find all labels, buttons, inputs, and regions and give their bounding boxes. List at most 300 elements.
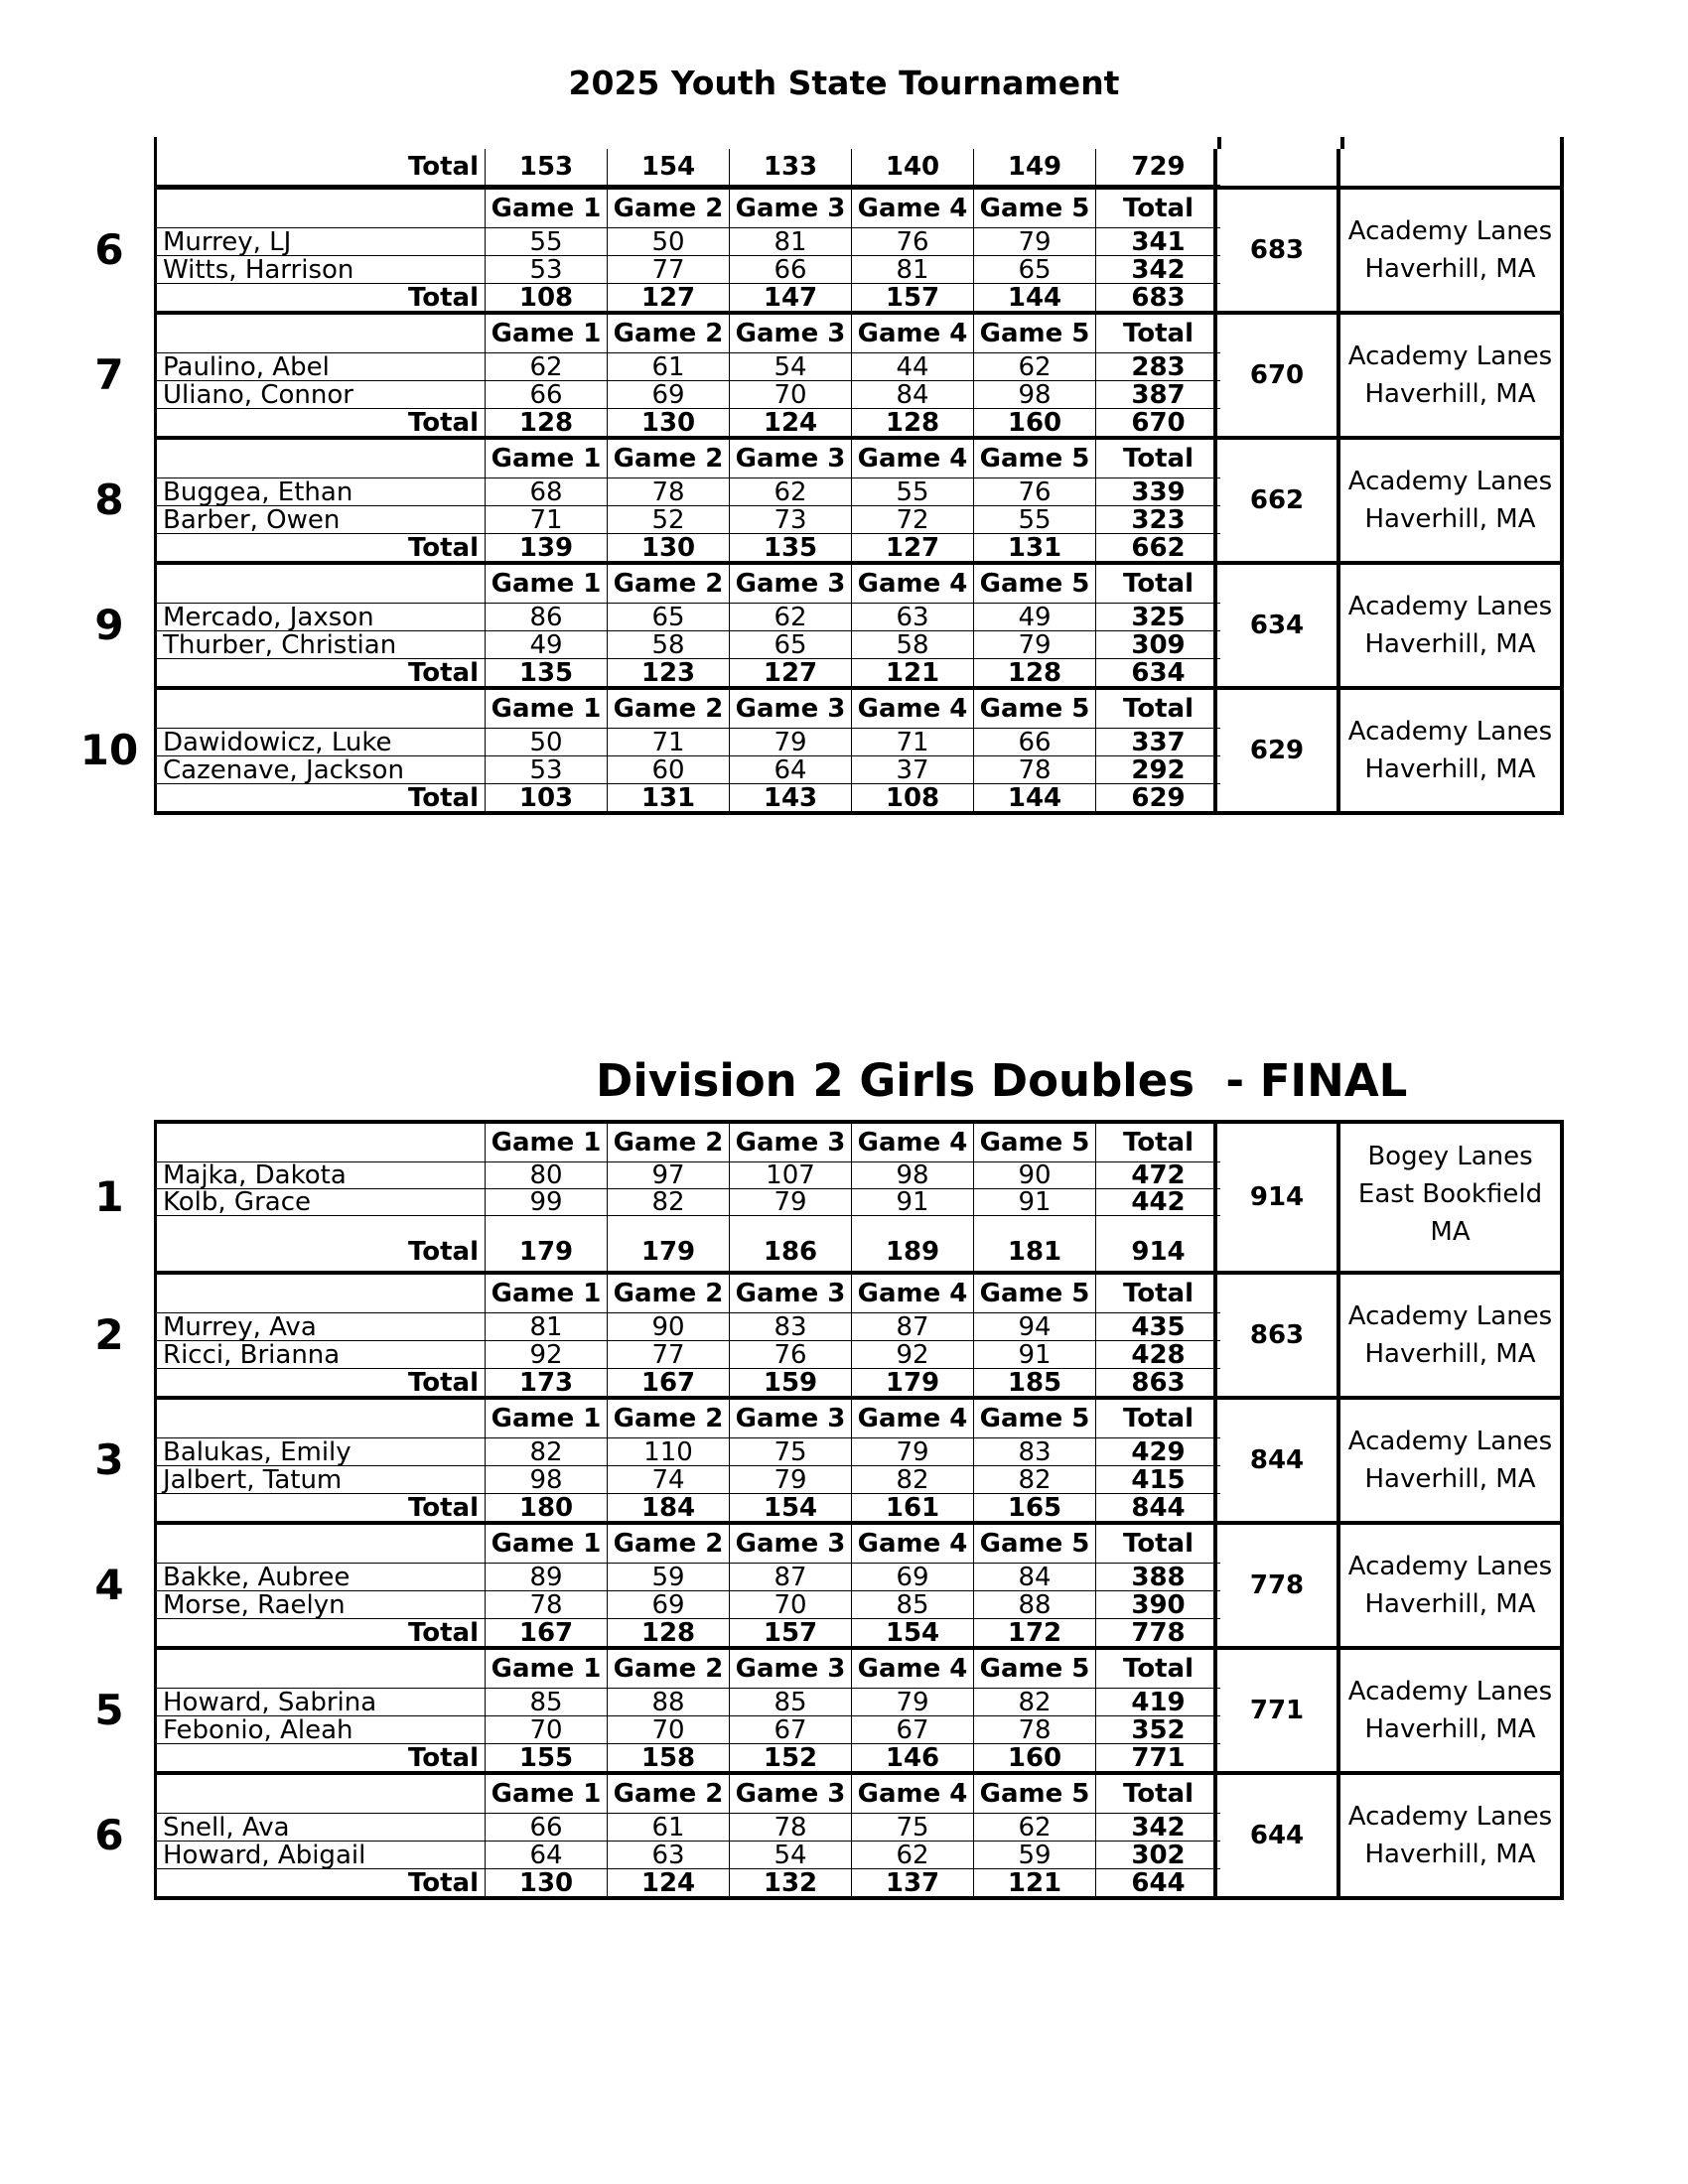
header-total: Total: [1096, 190, 1220, 228]
team-game-total: 131: [974, 534, 1096, 561]
player-game-score: 70: [608, 1716, 730, 1744]
team-grand-total: 644: [1131, 1869, 1186, 1896]
location-line: Haverhill, MA: [1364, 254, 1536, 284]
team-block: [94, 190, 1564, 315]
player-name: Paulino, Abel: [157, 353, 486, 381]
team-game-total: 160: [974, 409, 1096, 436]
player-game-score: 74: [608, 1466, 730, 1494]
player-series-total: 352: [1096, 1716, 1220, 1744]
player-game-score: 79: [852, 1438, 974, 1466]
location-cell: [1340, 149, 1564, 186]
location-line: Haverhill, MA: [1364, 1589, 1536, 1619]
header-game-5: Game 5: [974, 1275, 1096, 1313]
team-game-total: 139: [486, 534, 608, 561]
header-game-2: Game 2: [608, 690, 730, 729]
header-game-1: Game 1: [486, 1775, 608, 1814]
team-game-total: 135: [730, 534, 852, 561]
location-line: Academy Lanes: [1347, 341, 1553, 371]
player-game-score: 49: [974, 604, 1096, 631]
bowling-center-location: [1340, 1650, 1564, 1771]
player-game-score: 85: [730, 1689, 852, 1716]
team-game-total: 152: [730, 1744, 852, 1771]
total-label: Total: [157, 149, 486, 186]
player-game-score: 69: [852, 1564, 974, 1591]
team-score: 629: [1217, 690, 1340, 811]
total-label: Total: [157, 1619, 486, 1646]
total-label: Total: [157, 1744, 486, 1771]
player-name: Febonio, Aleah: [157, 1716, 486, 1744]
player-game-score: 66: [486, 1814, 608, 1842]
team-game-total: 144: [974, 784, 1096, 811]
header-game-1: Game 1: [486, 690, 608, 729]
player-game-score: 55: [486, 228, 608, 256]
team-game-total: 167: [608, 1369, 730, 1396]
player-game-score: 88: [974, 1591, 1096, 1619]
team-rank: 5: [94, 1686, 124, 1734]
player-series-total: 390: [1096, 1591, 1220, 1619]
player-game-score: 77: [608, 256, 730, 284]
player-series-total: 341: [1096, 228, 1220, 256]
player-game-score: 83: [974, 1438, 1096, 1466]
team-game-total: 124: [608, 1869, 730, 1896]
team-block: [94, 1650, 1564, 1775]
header-total: Total: [1096, 1275, 1220, 1313]
player-series-total: 309: [1096, 631, 1220, 659]
player-series-total: 387: [1096, 381, 1220, 409]
location-line: Academy Lanes: [1347, 1552, 1553, 1581]
team-grand-total: 662: [1131, 534, 1186, 561]
player-game-score: 84: [974, 1564, 1096, 1591]
team-block: [79, 690, 1564, 815]
player-game-score: 75: [852, 1814, 974, 1842]
partial-total-game2: 154: [608, 149, 730, 186]
header-blank-cell: [157, 1124, 486, 1162]
partial-total-block: [154, 149, 1564, 190]
header-game-4: Game 4: [852, 1275, 974, 1313]
team-game-total: 167: [486, 1619, 608, 1646]
header-total: Total: [1096, 1775, 1220, 1814]
team-game-total: 127: [730, 659, 852, 686]
player-game-score: 55: [852, 478, 974, 506]
header-game-4: Game 4: [852, 690, 974, 729]
partial-total-game5: 149: [974, 149, 1096, 186]
team-game-total: 161: [852, 1494, 974, 1521]
player-series-total: 428: [1096, 1341, 1220, 1369]
player-series-total: 292: [1096, 756, 1220, 784]
player-name: Howard, Abigail: [157, 1842, 486, 1869]
player-game-score: 71: [852, 729, 974, 756]
header-game-4: Game 4: [852, 1400, 974, 1438]
team-block: [94, 1120, 1564, 1275]
player-game-score: 78: [974, 756, 1096, 784]
player-game-score: 99: [486, 1189, 608, 1216]
team-game-total: 135: [486, 659, 608, 686]
player-game-score: 83: [730, 1313, 852, 1341]
player-game-score: 90: [608, 1313, 730, 1341]
player-game-score: 65: [974, 256, 1096, 284]
player-game-score: 75: [730, 1438, 852, 1466]
header-game-4: Game 4: [852, 1775, 974, 1814]
team-block: [94, 1275, 1564, 1400]
team-game-total: 157: [730, 1619, 852, 1646]
team-game-total: 121: [974, 1869, 1096, 1896]
header-total: Total: [1096, 440, 1220, 478]
player-game-score: 70: [486, 1716, 608, 1744]
player-game-score: 58: [608, 631, 730, 659]
player-series-total: 435: [1096, 1313, 1220, 1341]
location-line: Academy Lanes: [1347, 1802, 1553, 1832]
team-grand-total: 914: [1131, 1237, 1186, 1267]
team-game-total: 184: [608, 1494, 730, 1521]
player-name: Cazenave, Jackson: [157, 756, 486, 784]
header-total: Total: [1096, 1400, 1220, 1438]
team-rank: 4: [94, 1561, 124, 1609]
team-game-total: 123: [608, 659, 730, 686]
player-series-total: 342: [1096, 1814, 1220, 1842]
header-total: Total: [1096, 1525, 1220, 1564]
team-game-total: 124: [730, 409, 852, 436]
player-name: Thurber, Christian: [157, 631, 486, 659]
player-game-score: 62: [730, 478, 852, 506]
team-grand-total: 634: [1131, 659, 1186, 686]
player-game-score: 52: [608, 506, 730, 534]
bowling-center-location: [1340, 315, 1564, 436]
team-grand-total: 670: [1131, 409, 1186, 436]
header-blank-cell: [157, 1400, 486, 1438]
team-game-total: 144: [974, 284, 1096, 311]
team-game-total: 154: [730, 1494, 852, 1521]
header-total: Total: [1096, 1124, 1220, 1162]
player-game-score: 76: [974, 478, 1096, 506]
team-game-total: 186: [730, 1216, 852, 1271]
page-title: 2025 Youth State Tournament: [568, 64, 1120, 102]
header-game-1: Game 1: [486, 1650, 608, 1689]
location-line: Haverhill, MA: [1364, 629, 1536, 659]
team-grand-total: 863: [1131, 1369, 1186, 1396]
team-game-total: 181: [974, 1216, 1096, 1271]
player-game-score: 85: [486, 1689, 608, 1716]
location-line: East Bookfield: [1357, 1179, 1543, 1209]
team-score: 771: [1217, 1650, 1340, 1771]
header-game-4: Game 4: [852, 440, 974, 478]
player-game-score: 91: [974, 1341, 1096, 1369]
team-game-total: 147: [730, 284, 852, 311]
location-line: Academy Lanes: [1347, 1677, 1553, 1706]
team-rank: 2: [94, 1310, 124, 1359]
location-line: Haverhill, MA: [1364, 1840, 1536, 1869]
player-game-score: 54: [730, 353, 852, 381]
player-name: Jalbert, Tatum: [157, 1466, 486, 1494]
total-label: Total: [157, 1494, 486, 1521]
team-game-total: 131: [608, 784, 730, 811]
header-game-2: Game 2: [608, 1400, 730, 1438]
header-total: Total: [1096, 315, 1220, 353]
player-series-total: 302: [1096, 1842, 1220, 1869]
header-game-5: Game 5: [974, 440, 1096, 478]
player-name: Buggea, Ethan: [157, 478, 486, 506]
team-game-total: 146: [852, 1744, 974, 1771]
player-game-score: 78: [486, 1591, 608, 1619]
header-game-2: Game 2: [608, 1525, 730, 1564]
team-block: [94, 1775, 1564, 1900]
player-name: Murrey, LJ: [157, 228, 486, 256]
header-game-1: Game 1: [486, 315, 608, 353]
header-game-4: Game 4: [852, 1124, 974, 1162]
player-game-score: 62: [486, 353, 608, 381]
team-block: [94, 440, 1564, 565]
player-game-score: 81: [486, 1313, 608, 1341]
team-game-total: 128: [852, 409, 974, 436]
header-game-3: Game 3: [730, 440, 852, 478]
header-game-4: Game 4: [852, 315, 974, 353]
player-game-score: 54: [730, 1842, 852, 1869]
team-game-total: 180: [486, 1494, 608, 1521]
player-game-score: 49: [486, 631, 608, 659]
team-game-total: 103: [486, 784, 608, 811]
header-game-1: Game 1: [486, 1275, 608, 1313]
header-blank-cell: [157, 565, 486, 604]
header-game-5: Game 5: [974, 690, 1096, 729]
player-game-score: 55: [974, 506, 1096, 534]
bowling-center-location: [1340, 1525, 1564, 1646]
player-game-score: 66: [486, 381, 608, 409]
team-score: 634: [1217, 565, 1340, 686]
header-total: Total: [1096, 565, 1220, 604]
header-game-1: Game 1: [486, 565, 608, 604]
team-game-total: 130: [608, 534, 730, 561]
player-game-score: 84: [852, 381, 974, 409]
player-game-score: 64: [486, 1842, 608, 1869]
bowling-center-location: [1340, 1275, 1564, 1396]
team-game-total: 155: [486, 1744, 608, 1771]
player-game-score: 65: [730, 631, 852, 659]
location-line: Bogey Lanes: [1367, 1142, 1533, 1171]
player-name: Barber, Owen: [157, 506, 486, 534]
player-game-score: 98: [852, 1162, 974, 1189]
location-line: Haverhill, MA: [1364, 1464, 1536, 1494]
header-game-3: Game 3: [730, 1775, 852, 1814]
player-game-score: 91: [974, 1189, 1096, 1216]
bowling-center-location: [1340, 440, 1564, 561]
header-game-3: Game 3: [730, 190, 852, 228]
header-game-4: Game 4: [852, 190, 974, 228]
team-rank: 7: [94, 350, 124, 399]
header-game-3: Game 3: [730, 690, 852, 729]
player-game-score: 79: [974, 228, 1096, 256]
player-game-score: 98: [974, 381, 1096, 409]
player-game-score: 76: [852, 228, 974, 256]
header-game-3: Game 3: [730, 1400, 852, 1438]
player-name: Snell, Ava: [157, 1814, 486, 1842]
team-game-total: 121: [852, 659, 974, 686]
total-label: Total: [157, 1369, 486, 1396]
team-score: 670: [1217, 315, 1340, 436]
team-game-total: 185: [974, 1369, 1096, 1396]
header-blank-cell: [157, 1650, 486, 1689]
team-score: 683: [1217, 190, 1340, 311]
player-game-score: 69: [608, 381, 730, 409]
table-continuation-edge: [154, 137, 1564, 149]
header-game-1: Game 1: [486, 1124, 608, 1162]
player-series-total: 388: [1096, 1564, 1220, 1591]
header-game-5: Game 5: [974, 1650, 1096, 1689]
player-game-score: 78: [730, 1814, 852, 1842]
player-game-score: 71: [608, 729, 730, 756]
location-line: Academy Lanes: [1347, 1427, 1553, 1456]
location-line: Haverhill, MA: [1364, 504, 1536, 534]
partial-total-game1: 153: [486, 149, 608, 186]
bowling-center-location: [1340, 1400, 1564, 1521]
player-game-score: 87: [730, 1564, 852, 1591]
player-game-score: 68: [486, 478, 608, 506]
header-total: Total: [1096, 1650, 1220, 1689]
player-game-score: 110: [608, 1438, 730, 1466]
header-game-5: Game 5: [974, 1525, 1096, 1564]
player-game-score: 79: [730, 729, 852, 756]
player-name: Balukas, Emily: [157, 1438, 486, 1466]
location-line: Haverhill, MA: [1364, 1714, 1536, 1744]
total-label: Total: [157, 784, 486, 811]
player-game-score: 44: [852, 353, 974, 381]
player-game-score: 62: [730, 604, 852, 631]
player-game-score: 50: [486, 729, 608, 756]
header-game-3: Game 3: [730, 315, 852, 353]
player-game-score: 63: [852, 604, 974, 631]
total-label: Total: [157, 284, 486, 311]
team-score: 844: [1217, 1400, 1340, 1521]
team-rank: 10: [79, 726, 139, 774]
team-rank: 9: [94, 601, 124, 649]
team-game-total: 127: [852, 534, 974, 561]
team-block: [94, 1400, 1564, 1525]
team-game-total: 130: [486, 1869, 608, 1896]
total-label: Total: [157, 1869, 486, 1896]
location-line: Haverhill, MA: [1364, 754, 1536, 784]
player-name: Morse, Raelyn: [157, 1591, 486, 1619]
team-grand-total: 844: [1131, 1494, 1186, 1521]
player-series-total: 323: [1096, 506, 1220, 534]
team-game-total: 154: [852, 1619, 974, 1646]
player-game-score: 94: [974, 1313, 1096, 1341]
player-game-score: 82: [608, 1189, 730, 1216]
header-game-1: Game 1: [486, 190, 608, 228]
player-game-score: 76: [730, 1341, 852, 1369]
player-series-total: 472: [1096, 1162, 1220, 1189]
location-line: MA: [1430, 1217, 1471, 1247]
player-game-score: 66: [974, 729, 1096, 756]
player-game-score: 53: [486, 256, 608, 284]
player-game-score: 63: [608, 1842, 730, 1869]
location-line: Academy Lanes: [1347, 216, 1553, 246]
team-game-total: 173: [486, 1369, 608, 1396]
player-name: Howard, Sabrina: [157, 1689, 486, 1716]
team-game-total: 179: [486, 1216, 608, 1271]
player-game-score: 65: [608, 604, 730, 631]
player-game-score: 62: [974, 1814, 1096, 1842]
header-game-5: Game 5: [974, 1775, 1096, 1814]
team-score: 914: [1217, 1124, 1340, 1271]
bowling-center-location: [1340, 1124, 1564, 1271]
player-game-score: 67: [852, 1716, 974, 1744]
team-game-total: 179: [852, 1369, 974, 1396]
player-name: Mercado, Jaxson: [157, 604, 486, 631]
team-rank: 3: [94, 1435, 124, 1484]
player-game-score: 80: [486, 1162, 608, 1189]
results-section-top: [79, 149, 1564, 815]
player-game-score: 78: [974, 1716, 1096, 1744]
team-grand-total: 778: [1131, 1619, 1186, 1646]
location-line: Academy Lanes: [1347, 592, 1553, 621]
player-game-score: 81: [730, 228, 852, 256]
player-game-score: 62: [974, 353, 1096, 381]
player-game-score: 81: [852, 256, 974, 284]
player-game-score: 79: [852, 1689, 974, 1716]
player-game-score: 61: [608, 1814, 730, 1842]
player-name: Ricci, Brianna: [157, 1341, 486, 1369]
team-game-total: 159: [730, 1369, 852, 1396]
player-game-score: 79: [730, 1466, 852, 1494]
team-game-total: 108: [486, 284, 608, 311]
team-game-total: 165: [974, 1494, 1096, 1521]
player-game-score: 89: [486, 1564, 608, 1591]
team-game-total: 108: [852, 784, 974, 811]
player-series-total: 429: [1096, 1438, 1220, 1466]
bowling-center-location: [1340, 190, 1564, 311]
total-label: Total: [157, 1216, 486, 1271]
player-series-total: 419: [1096, 1689, 1220, 1716]
player-game-score: 98: [486, 1466, 608, 1494]
header-game-2: Game 2: [608, 1124, 730, 1162]
header-game-2: Game 2: [608, 565, 730, 604]
team-game-total: 128: [486, 409, 608, 436]
team-game-total: 127: [608, 284, 730, 311]
results-section-division2: [94, 1120, 1564, 1900]
player-name: Kolb, Grace: [157, 1189, 486, 1216]
header-blank-cell: [157, 1525, 486, 1564]
header-game-1: Game 1: [486, 440, 608, 478]
team-rank: 6: [94, 225, 124, 274]
player-game-score: 90: [974, 1162, 1096, 1189]
team-game-total: 158: [608, 1744, 730, 1771]
total-label: Total: [157, 659, 486, 686]
header-game-5: Game 5: [974, 565, 1096, 604]
player-game-score: 87: [852, 1313, 974, 1341]
header-game-3: Game 3: [730, 1525, 852, 1564]
team-grand-total: 629: [1131, 784, 1186, 811]
player-game-score: 82: [852, 1466, 974, 1494]
team-block: [94, 315, 1564, 440]
header-game-2: Game 2: [608, 1275, 730, 1313]
player-game-score: 71: [486, 506, 608, 534]
header-game-1: Game 1: [486, 1525, 608, 1564]
player-game-score: 78: [608, 478, 730, 506]
location-line: Academy Lanes: [1347, 1301, 1553, 1331]
team-game-total: 128: [974, 659, 1096, 686]
player-game-score: 60: [608, 756, 730, 784]
header-blank-cell: [157, 190, 486, 228]
player-game-score: 62: [852, 1842, 974, 1869]
header-game-3: Game 3: [730, 1124, 852, 1162]
player-game-score: 59: [608, 1564, 730, 1591]
player-series-total: 415: [1096, 1466, 1220, 1494]
player-game-score: 69: [608, 1591, 730, 1619]
player-series-total: 339: [1096, 478, 1220, 506]
player-game-score: 85: [852, 1591, 974, 1619]
team-block: [94, 565, 1564, 690]
team-block: [94, 1525, 1564, 1650]
team-game-total: 172: [974, 1619, 1096, 1646]
header-game-2: Game 2: [608, 440, 730, 478]
